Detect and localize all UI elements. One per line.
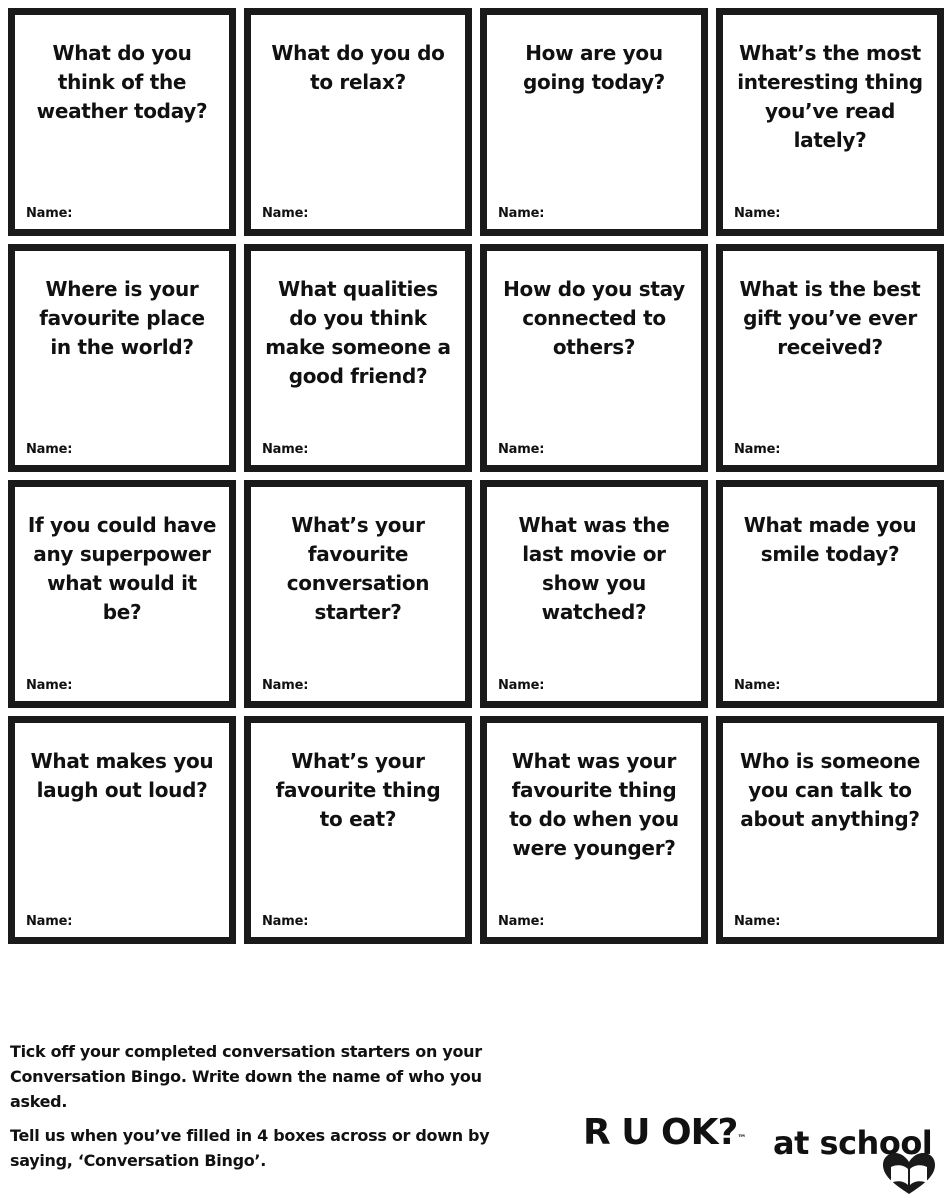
bingo-card[interactable]	[8, 716, 236, 944]
name-label: Name:	[262, 914, 309, 929]
card-question: What’s your favourite thing to eat?	[275, 749, 441, 831]
card-question: How are you going today?	[523, 41, 665, 94]
instructions	[10, 1039, 500, 1182]
bingo-card[interactable]	[8, 244, 236, 472]
name-label: Name:	[26, 678, 73, 693]
bingo-card[interactable]	[480, 244, 708, 472]
name-label: Name:	[734, 206, 781, 221]
bingo-card[interactable]	[716, 480, 944, 708]
bingo-card[interactable]	[8, 480, 236, 708]
bingo-card[interactable]	[716, 8, 944, 236]
name-label: Name:	[498, 442, 545, 457]
name-label: Name:	[26, 442, 73, 457]
bingo-grid	[8, 8, 944, 944]
bingo-card[interactable]	[244, 716, 472, 944]
name-label: Name:	[262, 442, 309, 457]
bingo-card[interactable]	[480, 480, 708, 708]
logo-brand-text: R U OK?	[583, 1112, 738, 1153]
card-question: What made you smile today?	[743, 513, 917, 566]
name-label: Name:	[498, 206, 545, 221]
name-label: Name:	[734, 678, 781, 693]
card-question: What do you think of the weather today?	[36, 41, 208, 123]
bingo-card[interactable]	[244, 480, 472, 708]
bingo-card[interactable]	[716, 244, 944, 472]
card-question: What’s the most interesting thing you’ve read lately?	[737, 41, 923, 152]
bingo-card[interactable]	[244, 244, 472, 472]
name-label: Name:	[734, 914, 781, 929]
bingo-card[interactable]	[716, 716, 944, 944]
name-label: Name:	[498, 678, 545, 693]
name-label: Name:	[734, 442, 781, 457]
bingo-card[interactable]	[480, 8, 708, 236]
card-question: How do you stay connected to others?	[503, 277, 685, 359]
ruok-at-school-logo	[583, 1108, 943, 1198]
card-question: What was the last movie or show you watched?	[518, 513, 670, 624]
card-question: What do you do to relax?	[271, 41, 445, 94]
card-question: What’s your favourite conversation starter?	[286, 513, 430, 624]
bingo-card[interactable]	[244, 8, 472, 236]
logo-suffix: at school	[773, 1124, 933, 1162]
instructions-paragraph: Tick off your completed conversation starters on your Conversation Bingo. Write down the name of who you asked.	[10, 1042, 482, 1111]
bingo-card[interactable]	[480, 716, 708, 944]
card-question: Who is someone you can talk to about anything?	[739, 749, 921, 831]
logo-brand	[583, 1108, 745, 1158]
card-question: What makes you laugh out loud?	[30, 749, 214, 802]
name-label: Name:	[262, 678, 309, 693]
instructions-paragraph: Tell us when you’ve filled in 4 boxes across or down by saying, ‘Conversation Bingo’.	[10, 1126, 490, 1170]
logo-trademark: ™	[737, 1134, 746, 1144]
bingo-card[interactable]	[8, 8, 236, 236]
card-question: Where is your favourite place in the world?	[39, 277, 205, 359]
heart-book-icon	[879, 1150, 939, 1196]
name-label: Name:	[262, 206, 309, 221]
name-label: Name:	[498, 914, 545, 929]
name-label: Name:	[26, 206, 73, 221]
card-question: If you could have any superpower what would it be?	[27, 513, 217, 624]
card-question: What qualities do you think make someone a good friend?	[265, 277, 451, 388]
card-question: What was your favourite thing to do when you were younger?	[509, 749, 679, 860]
name-label: Name:	[26, 914, 73, 929]
card-question: What is the best gift you’ve ever received?	[739, 277, 921, 359]
